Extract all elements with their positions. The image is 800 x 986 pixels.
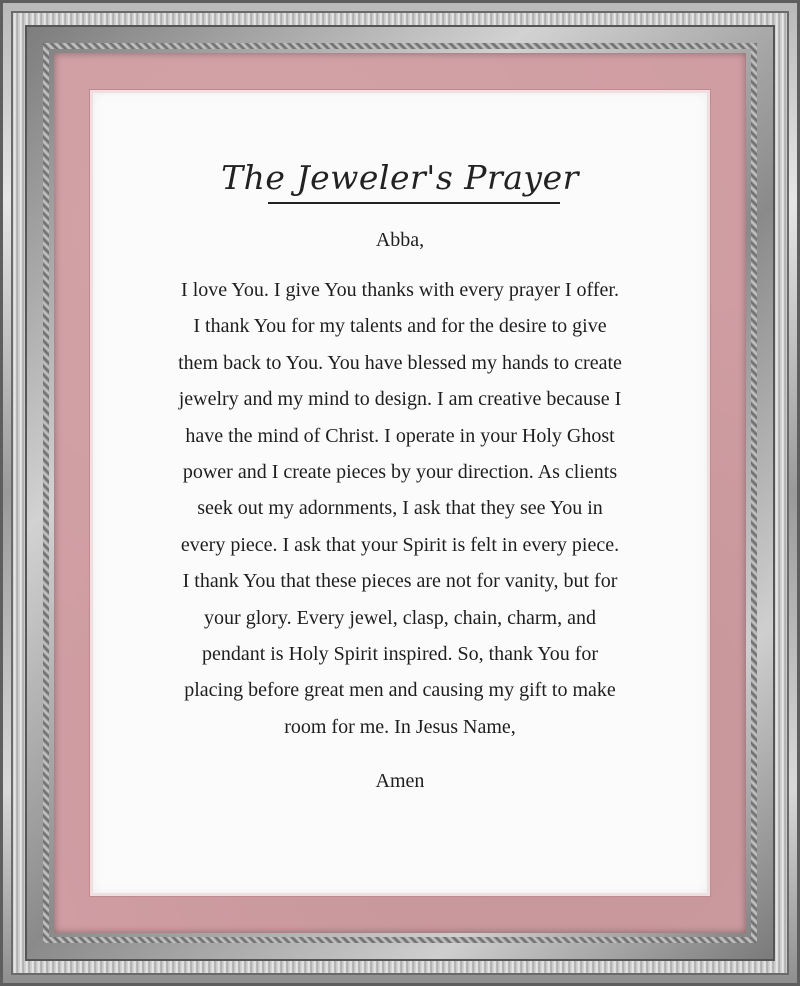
prayer-body-line: have the mind of Christ. I operate in your Holy Ghost [185,424,615,447]
prayer-body-line: your glory. Every jewel, clasp, chain, charm, and [204,606,596,629]
title-underline [268,202,560,204]
prayer-greeting: Abba, [375,229,425,251]
prayer-body-line: placing before great men and causing my gift to make [184,679,616,702]
prayer-body-line: every piece. I ask that your Spirit is felt in every piece. [180,533,620,556]
prayer-body-line: I thank You for my talents and for the desire to give [193,315,607,338]
prayer-body-line: jewelry and my mind to design. I am creative because I [178,388,622,411]
prayer-body [0,272,800,745]
prayer-body-line: I thank You that these pieces are not for vanity, but for [182,570,618,593]
prayer-body-line: I love You. I give You thanks with every prayer I offer. [181,279,619,301]
prayer-body-line: seek out my adornments, I ask that they see You in [197,497,603,520]
prayer-closing: Amen [375,770,425,792]
prayer-title: The Jeweler's Prayer [221,158,579,197]
prayer-body-line: power and I create pieces by your direction. As clients [182,461,618,484]
prayer-body-line: them back to You. You have blessed my hands to create [178,351,622,374]
prayer-body-line: room for me. In Jesus Name, [284,715,516,738]
prayer-body-line: pendant is Holy Spirit inspired. So, thank You for [201,643,599,666]
